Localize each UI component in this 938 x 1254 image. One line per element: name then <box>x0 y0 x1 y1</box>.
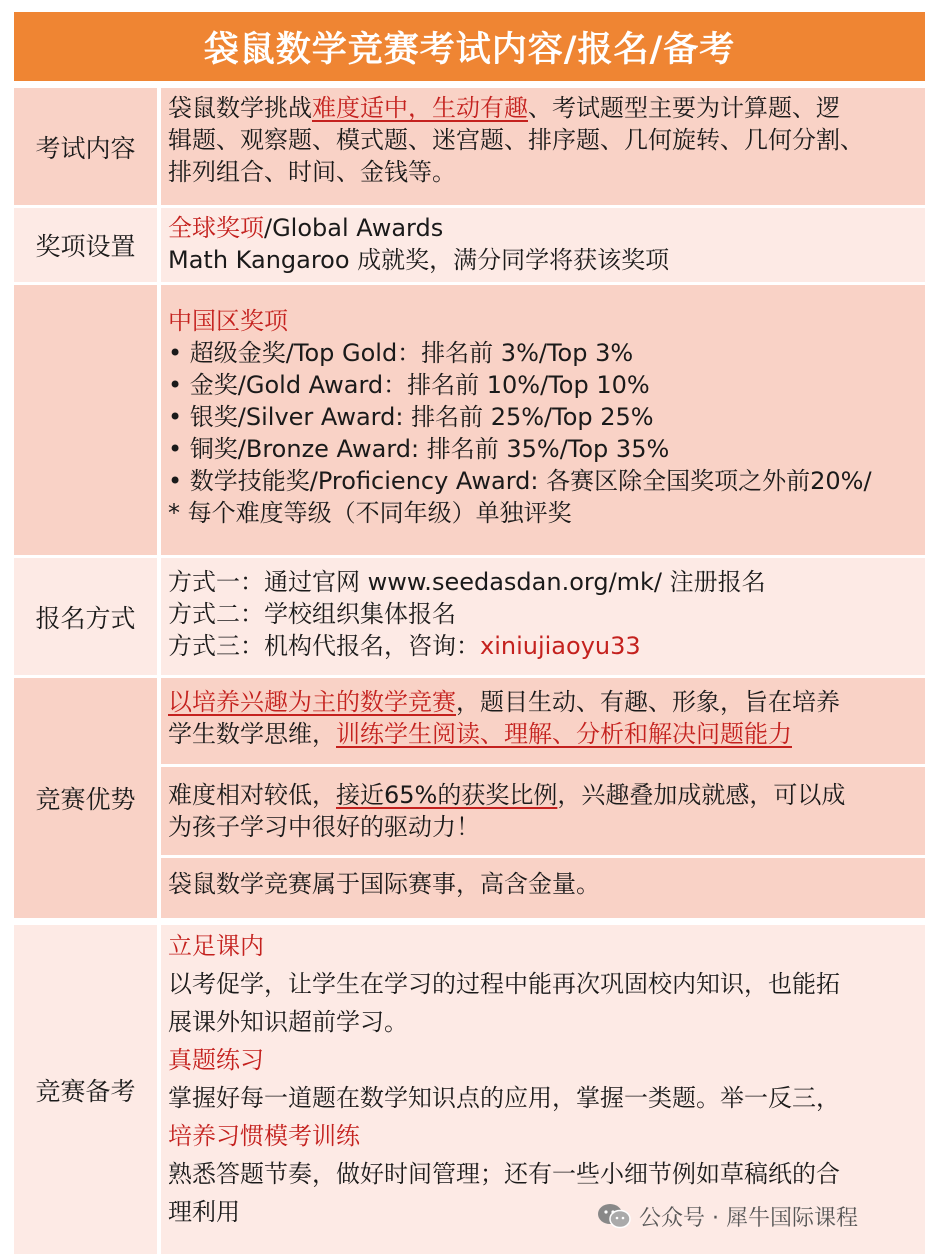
row-label: 考试内容 <box>14 88 157 205</box>
text-line: 掌握好每一道题在数学知识点的应用，掌握一类题。举一反三， <box>168 1084 840 1112</box>
row-label: 竞赛备考 <box>14 925 157 1254</box>
list-item: • 超级金奖/Top Gold：排名前 3%/Top 3% <box>168 339 634 367</box>
text: 学生数学思维， <box>168 720 336 748</box>
text-line: 排列组合、时间、金钱等。 <box>168 158 456 186</box>
text-line: 理利用 <box>168 1198 240 1226</box>
row-china-awards <box>14 285 925 555</box>
text: 袋鼠数学挑战 <box>168 94 312 122</box>
row-content <box>161 285 925 555</box>
list-item: • 铜奖/Bronze Award: 排名前 35%/Top 35% <box>168 435 670 463</box>
section-title: 全球奖项 <box>168 214 264 242</box>
contact-id: xiniujiaoyu33 <box>480 632 641 660</box>
underlined-text: 接近65%的获奖比例 <box>336 781 558 809</box>
text-line: 熟悉答题节奏，做好时间管理；还有一些小细节例如草稿纸的合 <box>168 1160 840 1188</box>
row-content <box>161 558 925 675</box>
highlight-text: 难度适中，生动有趣 <box>312 94 528 122</box>
text-line: 辑题、观察题、模式题、迷宫题、排序题、几何旋转、几何分割、 <box>168 126 864 154</box>
row-label: 报名方式 <box>14 558 157 675</box>
row-label: 竞赛优势 <box>14 678 157 918</box>
row-label: 奖项设置 <box>14 208 157 282</box>
text-line: 为孩子学习中很好的驱动力！ <box>168 813 480 841</box>
row-content <box>161 678 925 918</box>
text: ，兴趣叠加成就感，可以成 <box>557 781 846 809</box>
text-line: 方式一：通过官网 www.seedasdan.org/mk/ 注册报名 <box>168 568 766 596</box>
text-line: 展课外知识超前学习。 <box>168 1008 408 1036</box>
row-awards <box>14 208 925 282</box>
list-item: • 金奖/Gold Award：排名前 10%/Top 10% <box>168 371 650 399</box>
row-advantage <box>14 678 925 918</box>
text: 、考试题型主要为计算题、逻 <box>528 94 840 122</box>
page-title: 袋鼠数学竞赛考试内容/报名/备考 <box>14 12 925 81</box>
row-content <box>161 88 925 205</box>
highlight-text: 训练学生阅读、理解、分析和解决问题能力 <box>336 720 792 748</box>
text-line: 袋鼠数学竞赛属于国际赛事，高含金量。 <box>168 870 600 898</box>
wechat-icon <box>597 1202 631 1230</box>
watermark-text: 公众号 · 犀牛国际课程 <box>639 1205 858 1231</box>
text: ，题目生动、有趣、形象，旨在培养 <box>456 688 840 716</box>
list-item: * 每个难度等级（不同年级）单独评奖 <box>168 499 572 527</box>
row-label-empty <box>14 285 157 555</box>
text-line: 以考促学，让学生在学习的过程中能再次巩固校内知识，也能拓 <box>168 970 840 998</box>
row-signup <box>14 558 925 675</box>
text: 难度相对较低， <box>168 781 336 809</box>
section-title: 中国区奖项 <box>168 307 288 335</box>
text-line: Math Kangaroo 成就奖，满分同学将获该奖项 <box>168 246 670 274</box>
list-item: • 数学技能奖/Proficiency Award: 各赛区除全国奖项之外前20%/ <box>168 467 872 495</box>
list-item: • 银奖/Silver Award: 排名前 25%/Top 25% <box>168 403 654 431</box>
section-title: 立足课内 <box>168 932 264 960</box>
highlight-text: 以培养兴趣为主的数学竞赛 <box>168 688 456 716</box>
row-content <box>161 208 925 282</box>
watermark <box>597 1196 858 1236</box>
section-title: 培养习惯模考训练 <box>168 1122 360 1150</box>
row-exam-content <box>14 88 925 205</box>
text: 方式三：机构代报名，咨询： <box>168 632 480 660</box>
text: /Global Awards <box>264 214 444 242</box>
section-title: 真题练习 <box>168 1046 264 1074</box>
text-line: 方式二：学校组织集体报名 <box>168 600 456 628</box>
